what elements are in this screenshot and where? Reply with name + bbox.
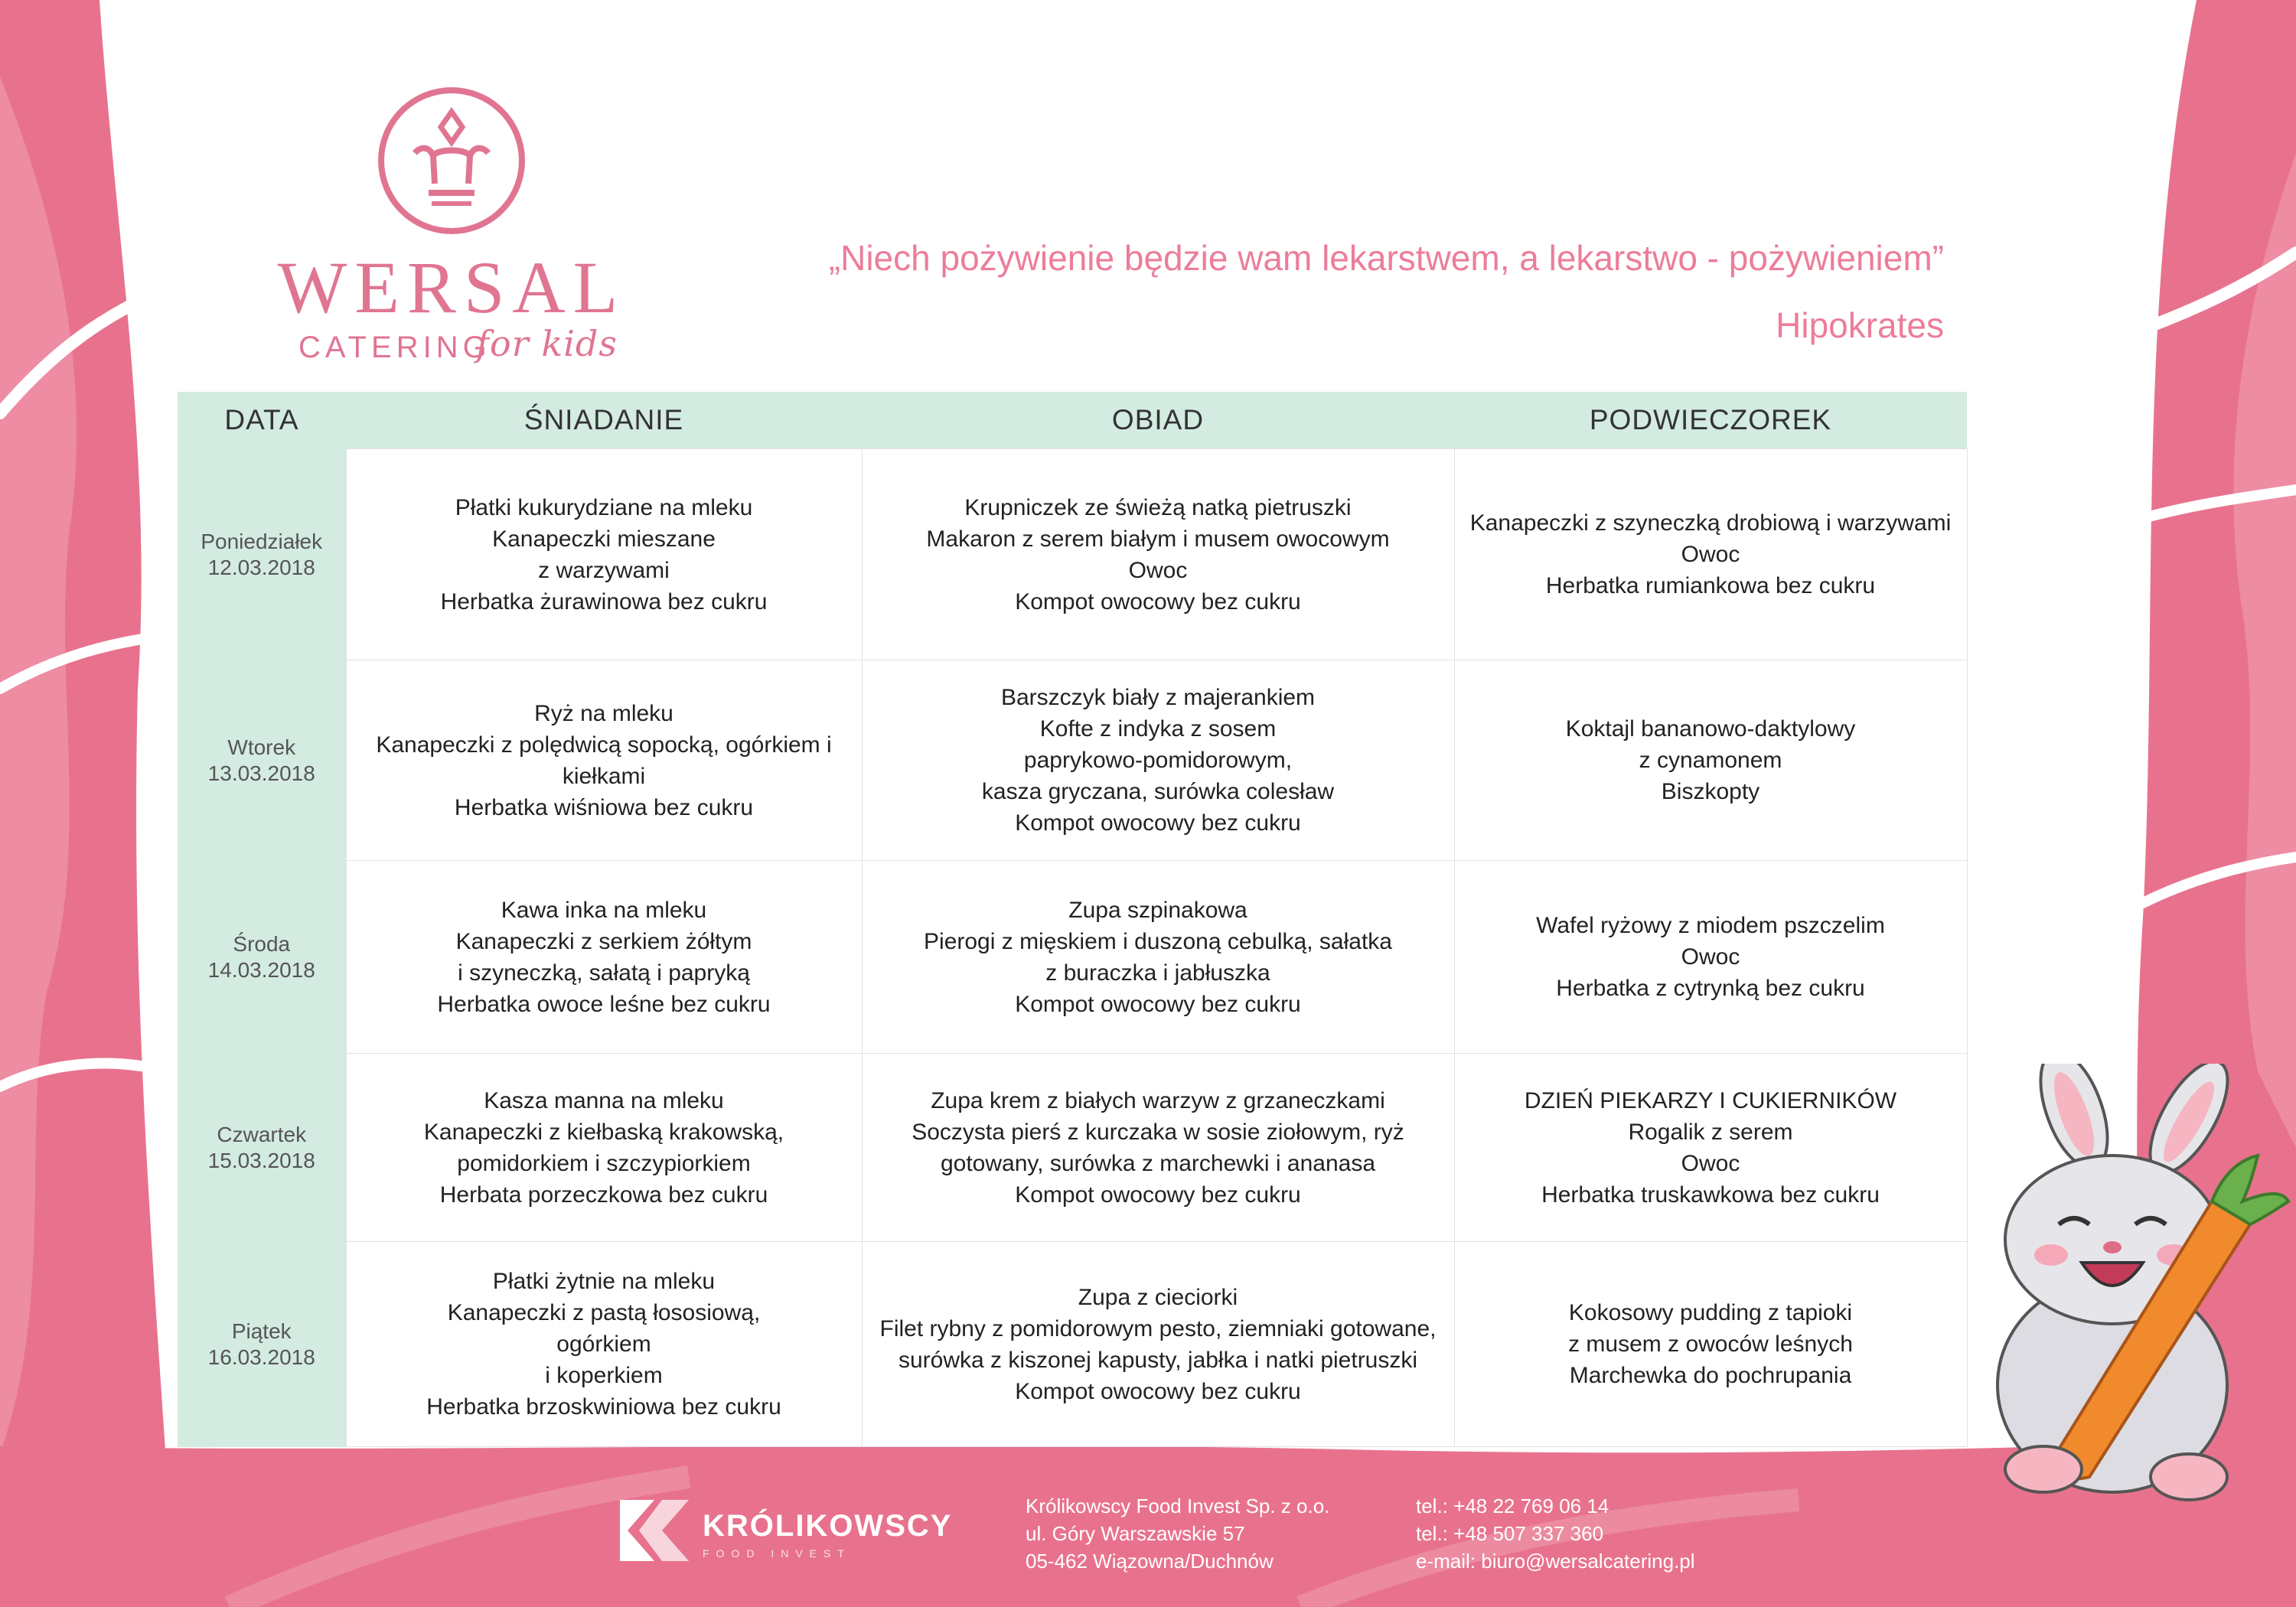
meal-line: Kanapeczki z serkiem żółtym — [455, 928, 752, 954]
day-date: 16.03.2018 — [207, 1345, 315, 1369]
table-row — [178, 660, 1967, 861]
meal-line: paprykowo-pomidorowym, — [1023, 748, 1293, 773]
meal-line: Kasza manna na mleku — [484, 1087, 724, 1113]
meal-line: Herbata porzeczkowa bez cukru — [439, 1182, 768, 1208]
krolikowscy-logo-icon — [620, 1500, 689, 1561]
logo-for-kids: for kids — [476, 323, 618, 364]
table-row — [178, 861, 1967, 1054]
day-name: Piątek — [231, 1319, 292, 1343]
snack-cell — [1454, 1054, 1967, 1242]
snack-cell — [1454, 449, 1967, 660]
snack-cell — [1454, 861, 1967, 1054]
meal-line: Herbatka brzoskwiniowa bez cukru — [426, 1394, 781, 1420]
day-name: Środa — [233, 931, 291, 956]
meal-line: Kanapeczki z polędwicą sopocką, ogórkiem i — [376, 732, 832, 758]
meal-line: Herbatka rumiankowa bez cukru — [1545, 573, 1876, 598]
quote-text: „Niech pożywienie będzie wam lekarstwem, a lekarstwo - pożywieniem” — [828, 238, 1944, 278]
snack-cell — [1454, 1242, 1967, 1447]
meal-line: Kompot owocowy bez cukru — [1015, 1378, 1301, 1404]
header-breakfast: ŚNIADANIE — [346, 392, 862, 449]
lunch-cell — [862, 1054, 1454, 1242]
meal-line: Kanapeczki z pastą łososiową, — [447, 1300, 761, 1325]
meal-line: Filet rybny z pomidorowym pesto, ziemniaki gotowane, — [879, 1315, 1437, 1341]
footer-brand-sub: FOOD INVEST — [703, 1547, 851, 1560]
meal-line: surówka z kiszonej kapusty, jabłka i natki pietruszki — [898, 1347, 1418, 1373]
address-line: ul. Góry Warszawskie 57 — [1026, 1522, 1245, 1545]
phone-line: tel.: +48 507 337 360 — [1416, 1522, 1604, 1545]
meal-line: Kawa inka na mleku — [501, 897, 707, 923]
day-date: 12.03.2018 — [207, 555, 315, 579]
meal-line: Kompot owocowy bez cukru — [1015, 991, 1301, 1017]
meal-line: Pierogi z mięskiem i duszoną cebulką, sałatka — [924, 928, 1392, 954]
meal-line: z cynamonem — [1639, 748, 1782, 773]
meal-line: Płatki kukurydziane na mleku — [455, 494, 753, 520]
meal-line: Płatki żytnie na mleku — [492, 1269, 716, 1294]
meal-line: i szyneczką, sałatą i papryką — [458, 960, 750, 986]
menu-header-row — [178, 392, 1967, 449]
meal-line: Marchewka do pochrupania — [1569, 1363, 1852, 1388]
phone-line: tel.: +48 22 769 06 14 — [1416, 1495, 1609, 1517]
meal-line: Herbatka truskawkowa bez cukru — [1541, 1182, 1880, 1208]
meal-line: i koperkiem — [545, 1363, 663, 1388]
meal-line: Biszkopty — [1661, 779, 1760, 804]
meal-line: Owoc — [1681, 944, 1740, 970]
meal-line: z musem z owoców leśnych — [1568, 1332, 1853, 1357]
address-line: 05-462 Wiązowna/Duchnów — [1026, 1550, 1274, 1573]
header-lunch: OBIAD — [862, 392, 1454, 449]
lunch-cell — [862, 660, 1454, 861]
bunny-with-carrot-illustration — [1959, 1064, 2296, 1508]
meal-line: Owoc — [1128, 557, 1188, 583]
date-cell — [178, 861, 346, 1054]
footer-brand: KRÓLIKOWSCY — [703, 1509, 953, 1543]
menu-table — [178, 392, 1968, 1447]
quote-author: Hipokrates — [1776, 305, 1944, 345]
table-row — [178, 1242, 1967, 1447]
meal-line: Zupa z cieciorki — [1078, 1284, 1238, 1310]
meal-line: Rogalik z serem — [1628, 1119, 1793, 1145]
date-cell — [178, 1242, 346, 1447]
header-snack: PODWIECZOREK — [1454, 392, 1967, 449]
meal-line: Kanapeczki z kiełbaską krakowską, — [423, 1119, 784, 1145]
meal-line: Herbatka z cytrynką bez cukru — [1556, 976, 1865, 1001]
meal-line: Zupa krem z białych warzyw z grzaneczkami — [931, 1087, 1385, 1113]
meal-line: Herbatka owoce leśne bez cukru — [437, 991, 771, 1017]
date-cell — [178, 1054, 346, 1242]
meal-line: Owoc — [1681, 542, 1740, 567]
day-date: 15.03.2018 — [207, 1148, 315, 1172]
breakfast-cell — [346, 861, 862, 1054]
meal-line: z buraczka i jabłuszka — [1045, 960, 1270, 986]
breakfast-cell — [346, 660, 862, 861]
breakfast-cell — [346, 449, 862, 660]
meal-line: Kompot owocowy bez cukru — [1015, 588, 1301, 614]
lunch-cell — [862, 449, 1454, 660]
meal-line: Kofte z indyka z sosem — [1039, 716, 1277, 742]
meal-line: Wafel ryżowy z miodem pszczelim — [1536, 913, 1885, 938]
meal-line: Kanapeczki z szyneczką drobiową i warzywami — [1469, 510, 1952, 536]
meal-line: Kanapeczki mieszane — [492, 526, 716, 552]
meal-line: DZIEŃ PIEKARZY I CUKIERNIKÓW — [1524, 1087, 1897, 1113]
day-date: 13.03.2018 — [207, 761, 315, 785]
day-date: 14.03.2018 — [207, 957, 315, 982]
day-name: Czwartek — [217, 1122, 307, 1146]
meal-line: Barszczyk biały z majerankiem — [1000, 685, 1316, 710]
breakfast-cell — [346, 1054, 862, 1242]
meal-line: Zupa szpinakowa — [1068, 897, 1247, 923]
meal-line: kiełkami — [562, 763, 646, 789]
footer-contact — [1416, 1492, 1695, 1575]
day-name: Wtorek — [227, 735, 296, 759]
lunch-cell — [862, 1242, 1454, 1447]
meal-line: Ryż na mleku — [534, 700, 673, 726]
breakfast-cell — [346, 1242, 862, 1447]
meal-line: Krupniczek ze świeżą natką pietruszki — [964, 494, 1352, 520]
table-row — [178, 1054, 1967, 1242]
meal-line: Herbatka wiśniowa bez cukru — [454, 794, 754, 820]
day-name: Poniedziałek — [201, 529, 323, 553]
meal-line: Owoc — [1681, 1150, 1740, 1176]
header-date: DATA — [178, 392, 346, 449]
date-cell — [178, 449, 346, 660]
meal-line: kasza gryczana, surówka colesław — [981, 779, 1335, 804]
meal-line: Koktajl bananowo-daktylowy — [1565, 716, 1856, 742]
meal-line: Herbatka żurawinowa bez cukru — [440, 588, 768, 614]
email-link[interactable]: e-mail: biuro@wersalcatering.pl — [1416, 1550, 1695, 1573]
meal-line: Kompot owocowy bez cukru — [1015, 810, 1301, 836]
logo-wordmark: WERSAL — [277, 246, 626, 328]
snack-cell — [1454, 660, 1967, 861]
footer-address — [1026, 1492, 1329, 1575]
meal-line: Makaron z serem białym i musem owocowym — [926, 526, 1390, 552]
date-cell — [178, 660, 346, 861]
meal-line: Soczysta pierś z kurczaka w sosie ziołowym, ryż — [912, 1119, 1404, 1145]
lunch-cell — [862, 861, 1454, 1054]
meal-line: ogórkiem — [556, 1332, 651, 1357]
address-line: Królikowscy Food Invest Sp. z o.o. — [1026, 1495, 1330, 1517]
wersal-logo — [276, 84, 643, 375]
meal-line: pomidorkiem i szczypiorkiem — [457, 1150, 751, 1176]
logo-catering: CATERING — [298, 331, 491, 364]
meal-line: z warzywami — [538, 557, 670, 583]
meal-line: Kompot owocowy bez cukru — [1015, 1182, 1301, 1208]
meal-line: Kokosowy pudding z tapioki — [1568, 1300, 1853, 1325]
table-row — [178, 449, 1967, 660]
meal-line: gotowany, surówka z marchewki i ananasa — [940, 1150, 1376, 1176]
crown-icon — [375, 84, 528, 237]
